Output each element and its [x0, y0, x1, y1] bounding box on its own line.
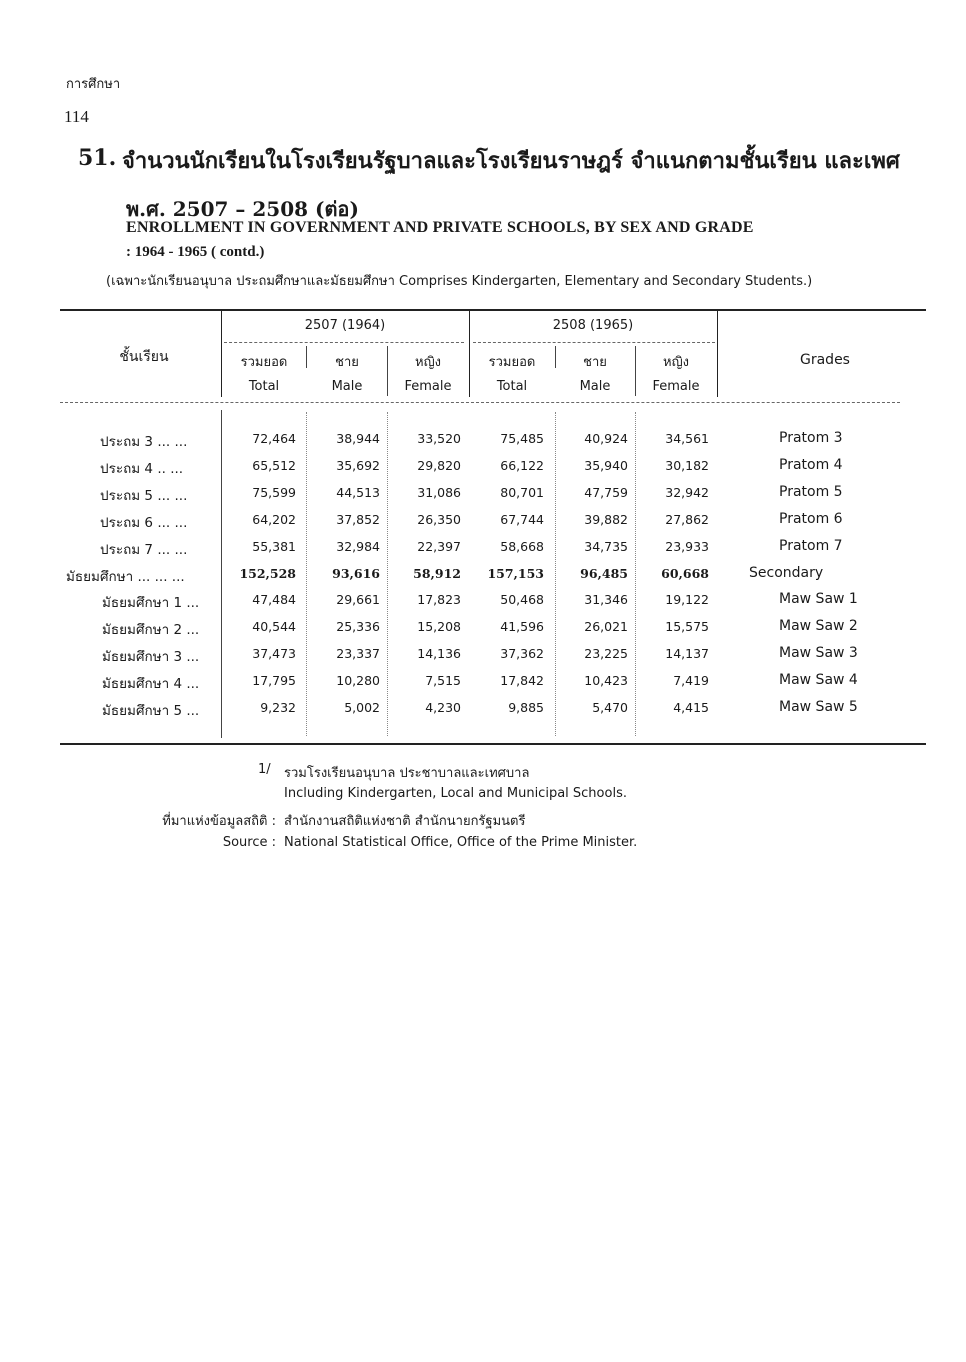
col-header-thai: รวมยอด [488, 355, 536, 370]
table-cell: 31,346 [584, 592, 628, 607]
table-cell: 4,415 [673, 700, 709, 715]
table-cell: 67,744 [500, 512, 544, 527]
table-cell: 14,136 [417, 646, 461, 661]
table-cell: 72,464 [252, 431, 296, 446]
row-label-english: Maw Saw 4 [779, 672, 858, 688]
table-cell: 19,122 [665, 592, 709, 607]
table-cell: 40,924 [584, 431, 628, 446]
year2-header: 2508 (1965) [552, 318, 634, 333]
table-cell: 31,086 [417, 485, 461, 500]
header-bottom-rule [60, 402, 900, 403]
row-label-thai: มัธยมศึกษา 5 ... [102, 703, 200, 719]
table-cell: 10,280 [336, 673, 380, 688]
row-label-thai: มัธยมศึกษา ... ... ... [66, 569, 185, 585]
table-cell: 37,473 [252, 646, 296, 661]
table-cell: 29,820 [417, 458, 461, 473]
col-header-english: Female [404, 379, 452, 394]
table-cell: 44,513 [336, 485, 380, 500]
section-label: การศึกษา [66, 77, 121, 92]
row-label-english: Pratom 4 [779, 457, 843, 473]
row-label-english: Pratom 6 [779, 511, 843, 527]
source-english-label: Source : [222, 835, 276, 850]
table-cell: 80,701 [500, 485, 544, 500]
table-cell: 9,885 [508, 700, 544, 715]
table-cell: 35,940 [584, 458, 628, 473]
table-cell: 58,912 [413, 566, 461, 581]
table-cell: 17,823 [417, 592, 461, 607]
english-period: : 1964 - 1965 ( contd.) [126, 244, 265, 260]
table-cell: 26,350 [417, 512, 461, 527]
year1-header: 2507 (1964) [304, 318, 386, 333]
row-label-thai: ประถม 4 .. ... [100, 461, 184, 477]
table-cell: 34,561 [665, 431, 709, 446]
thai-title: จำนวนนักเรียนในโรงเรียนรัฐบาลและโรงเรียนราษฎร์ จำแนกตามชั้นเรียน และเพศ [122, 148, 900, 174]
table-cell: 14,137 [665, 646, 709, 661]
table-cell: 38,944 [336, 431, 380, 446]
row-label-english: Pratom 3 [779, 430, 843, 446]
row-label-thai: ประถม 6 ... ... [100, 515, 188, 531]
year2-rule [473, 342, 715, 343]
footnote-english: Including Kindergarten, Local and Municipal Schools. [284, 786, 627, 801]
table-cell: 7,419 [673, 673, 709, 688]
col-header-thai: หญิง [415, 355, 441, 370]
table-cell: 96,485 [580, 566, 628, 581]
coverage-note: (เฉพาะนักเรียนอนุบาล ประถมศึกษาและมัธยมศึกษา Comprises Kindergarten, Elementary and Secondary Students.) [106, 274, 813, 289]
row-label-english: Maw Saw 3 [779, 645, 858, 661]
table-cell: 29,661 [336, 592, 380, 607]
table-cell: 32,984 [336, 539, 380, 554]
table-cell: 9,232 [260, 700, 296, 715]
row-label-english: Pratom 5 [779, 484, 843, 500]
table-cell: 55,381 [252, 539, 296, 554]
col-header-thai: ชาย [583, 355, 607, 370]
row-label-english: Maw Saw 2 [779, 618, 858, 634]
table-cell: 5,002 [344, 700, 380, 715]
table-cell: 65,512 [252, 458, 296, 473]
row-label-english: Maw Saw 1 [779, 591, 858, 607]
table-cell: 39,882 [584, 512, 628, 527]
table-cell: 66,122 [500, 458, 544, 473]
row-label-thai: มัธยมศึกษา 3 ... [102, 649, 200, 665]
table-cell: 33,520 [417, 431, 461, 446]
table-top-rule [60, 309, 926, 311]
row-label-thai: มัธยมศึกษา 4 ... [102, 676, 200, 692]
col-header-english: Total [248, 379, 280, 394]
table-cell: 40,544 [252, 619, 296, 634]
table-cell: 34,735 [584, 539, 628, 554]
source-thai-label: ที่มาแห่งข้อมูลสถิติ : [162, 814, 276, 829]
row-label-english: Secondary [749, 565, 824, 581]
grades-header: Grades [800, 352, 850, 368]
table-cell: 50,468 [500, 592, 544, 607]
table-cell: 47,759 [584, 485, 628, 500]
table-cell: 27,862 [665, 512, 709, 527]
col-header-thai: รวมยอด [240, 355, 288, 370]
table-cell: 15,208 [417, 619, 461, 634]
table-cell: 93,616 [332, 566, 380, 581]
table-cell: 32,942 [665, 485, 709, 500]
page-number: 114 [64, 107, 89, 126]
col-header-thai: ชาย [335, 355, 359, 370]
year1-rule [224, 342, 464, 343]
table-cell: 17,795 [252, 673, 296, 688]
col-divider [717, 311, 718, 397]
row-label-thai: ประถม 7 ... ... [100, 542, 188, 558]
footnote-thai: รวมโรงเรียนอนุบาล ประชาบาลและเทศบาล [284, 766, 530, 781]
table-cell: 4,230 [425, 700, 461, 715]
table-cell: 7,515 [425, 673, 461, 688]
table-cell: 75,599 [252, 485, 296, 500]
table-cell: 5,470 [592, 700, 628, 715]
table-cell: 75,485 [500, 431, 544, 446]
col-header-english: Total [496, 379, 528, 394]
col-header-thai: หญิง [663, 355, 689, 370]
thai-period: พ.ศ. 2507 – 2508 (ต่อ) [126, 197, 359, 221]
col-header-english: Female [652, 379, 700, 394]
row-label-english: Pratom 7 [779, 538, 843, 554]
table-cell: 37,852 [336, 512, 380, 527]
table-number: 51. [78, 145, 117, 171]
table-cell: 47,484 [252, 592, 296, 607]
table-cell: 60,668 [661, 566, 709, 581]
table-cell: 25,336 [336, 619, 380, 634]
table-cell: 10,423 [584, 673, 628, 688]
table-cell: 23,933 [665, 539, 709, 554]
table-cell: 35,692 [336, 458, 380, 473]
row-label-thai: มัธยมศึกษา 2 ... [102, 622, 200, 638]
col-header-english: Male [331, 379, 363, 394]
col-header-english: Male [579, 379, 611, 394]
table-cell: 58,668 [500, 539, 544, 554]
row-label-thai: มัธยมศึกษา 1 ... [102, 595, 200, 611]
table-cell: 17,842 [500, 673, 544, 688]
table-cell: 41,596 [500, 619, 544, 634]
table-cell: 152,528 [239, 566, 296, 581]
table-cell: 30,182 [665, 458, 709, 473]
source-english: National Statistical Office, Office of the Prime Minister. [284, 835, 638, 850]
stub-header: ชั้นเรียน [119, 349, 169, 365]
table-cell: 26,021 [584, 619, 628, 634]
english-title: ENROLLMENT IN GOVERNMENT AND PRIVATE SCHOOLS, BY SEX AND GRADE [126, 219, 754, 236]
table-cell: 23,225 [584, 646, 628, 661]
table-bottom-rule [60, 743, 926, 745]
row-label-thai: ประถม 5 ... ... [100, 488, 188, 504]
table-cell: 15,575 [665, 619, 709, 634]
table-cell: 64,202 [252, 512, 296, 527]
table-cell: 37,362 [500, 646, 544, 661]
table-cell: 157,153 [487, 566, 544, 581]
row-label-thai: ประถม 3 ... ... [100, 434, 188, 450]
source-thai: สำนักงานสถิติแห่งชาติ สำนักนายกรัฐมนตรี [284, 814, 526, 829]
footnote-marker: 1/ [258, 762, 271, 777]
table-cell: 22,397 [417, 539, 461, 554]
table-cell: 23,337 [336, 646, 380, 661]
row-label-english: Maw Saw 5 [779, 699, 858, 715]
